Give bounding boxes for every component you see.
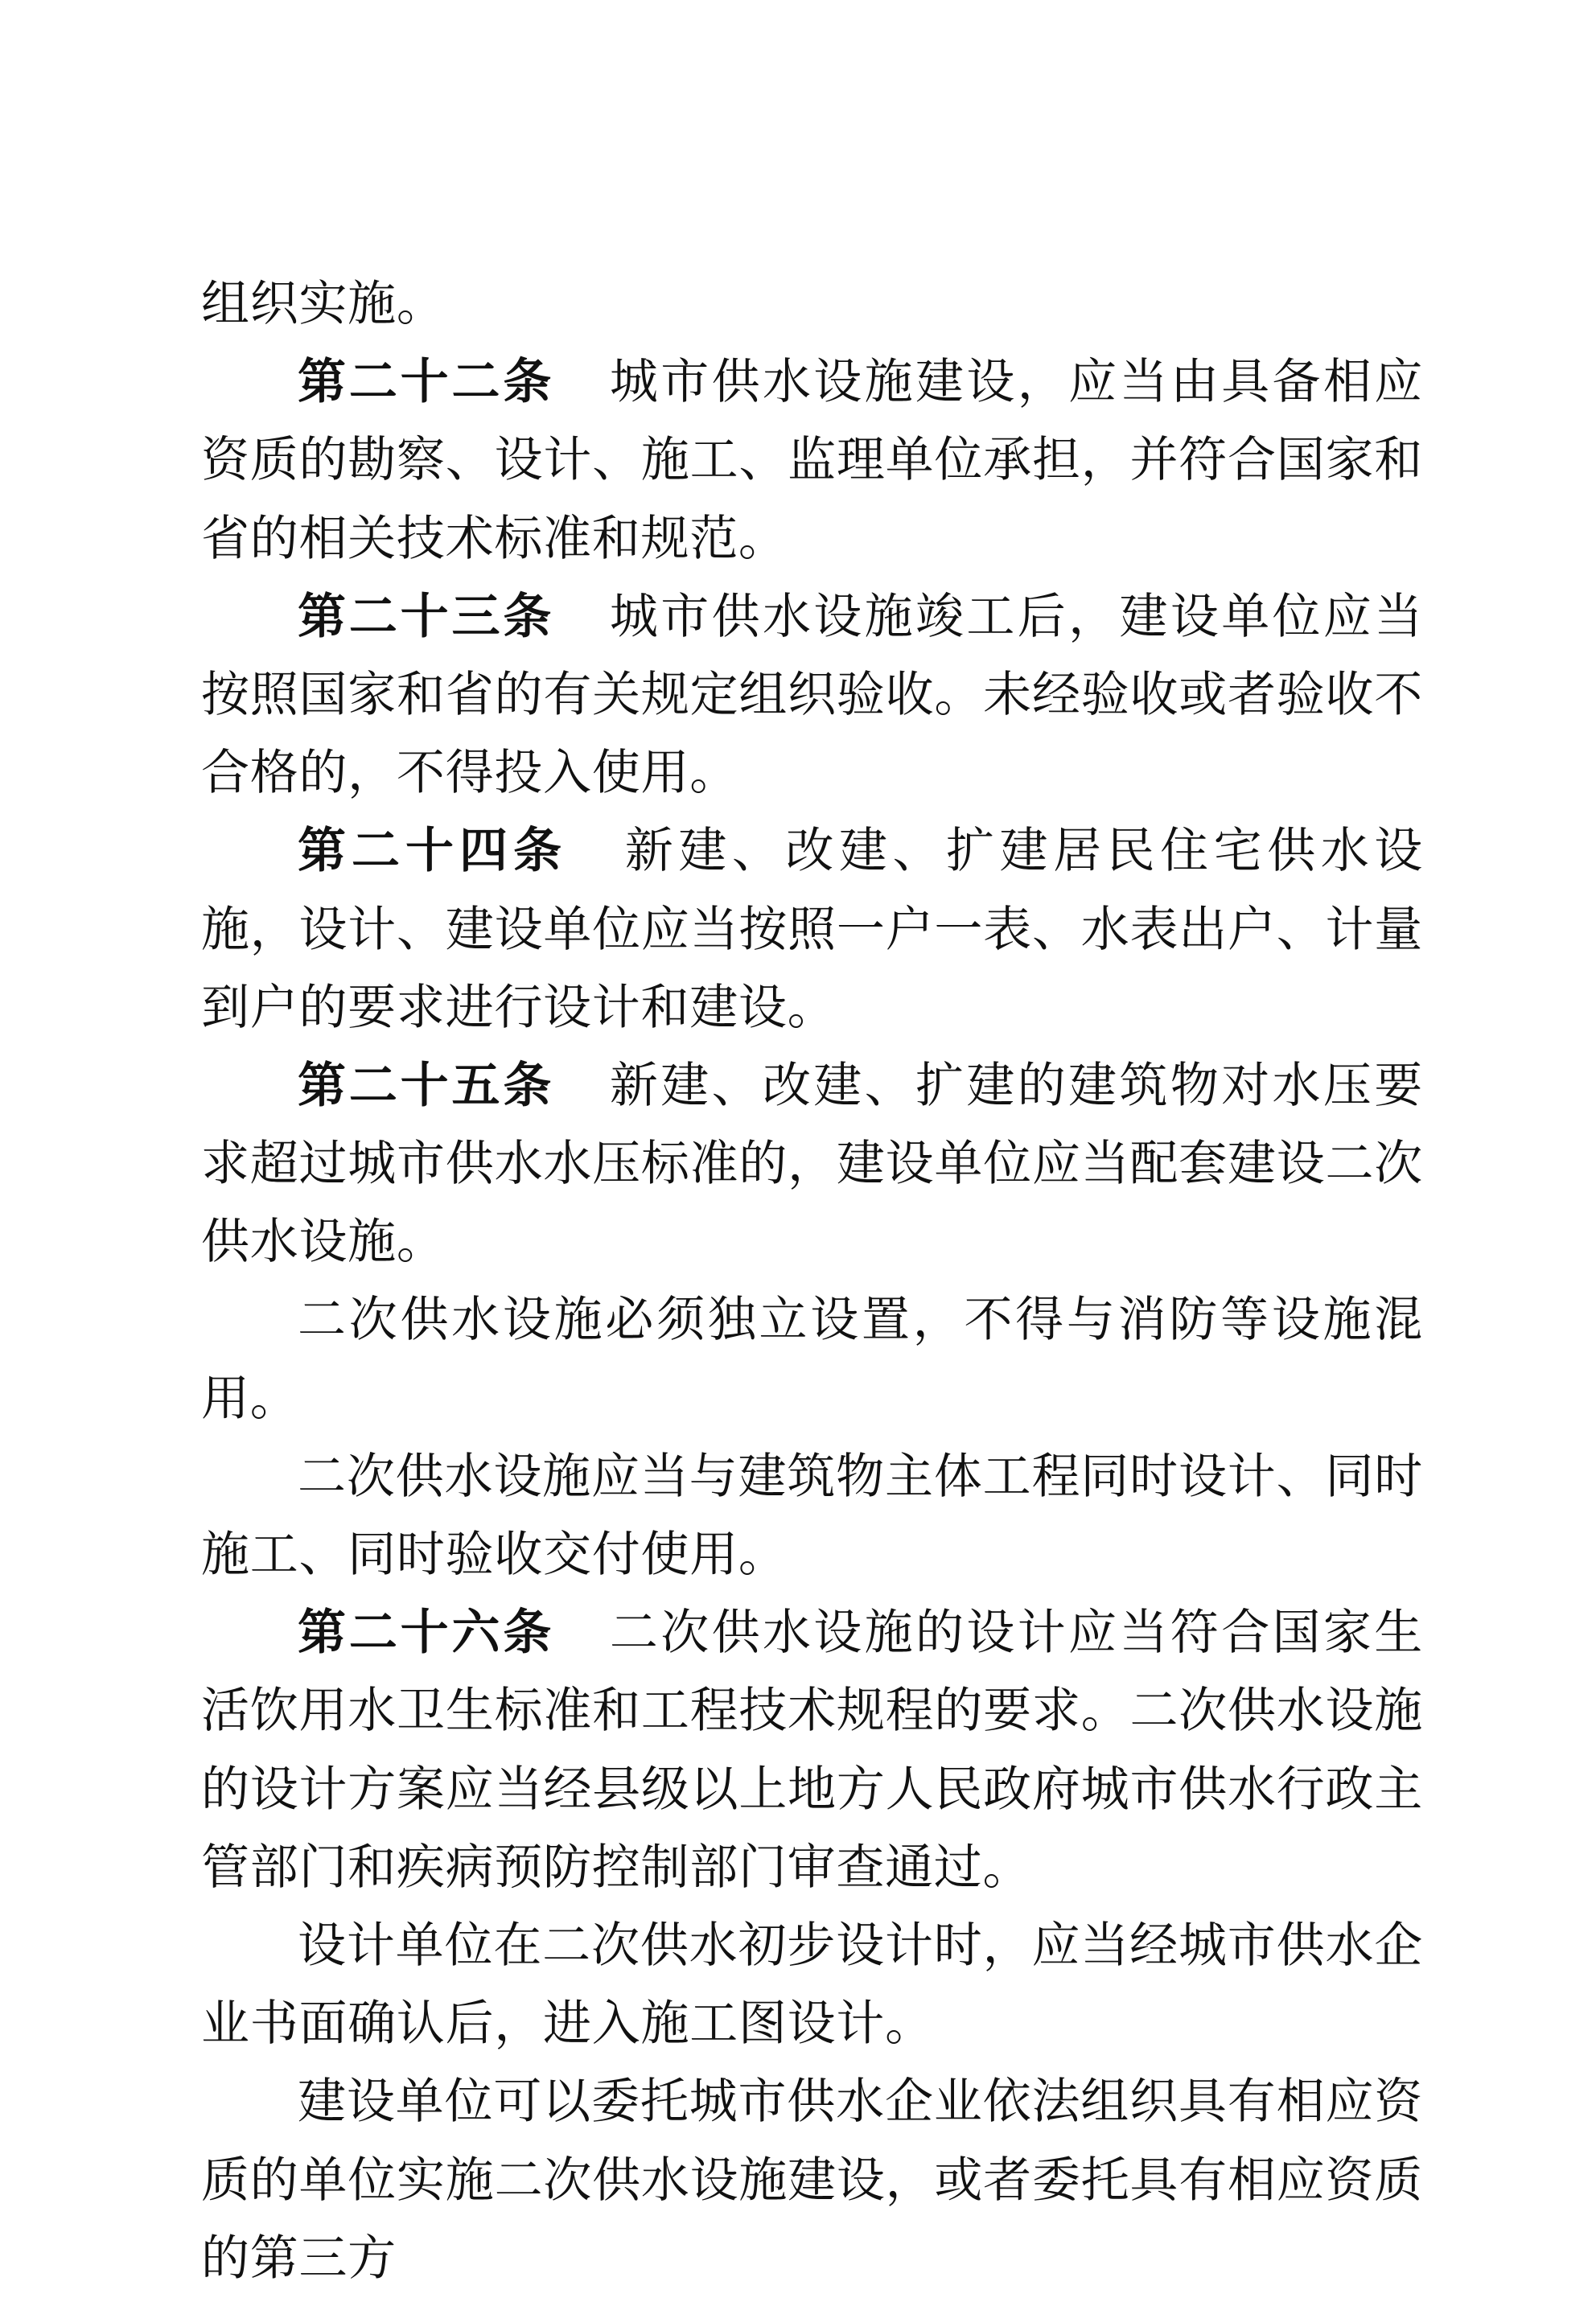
article-label: 第二十五条: [298, 1057, 555, 1114]
article-label: 第二十六条: [298, 1605, 555, 1662]
article-25-sub-2: [201, 1438, 1423, 1594]
article-label: 第二十四条: [298, 823, 568, 880]
article-26: [201, 1594, 1423, 1907]
article-text: 新建、改建、扩建的建筑物对水压要求超过城市供水水压标准的，建设单位应当配套建设二次供水设施。: [201, 1057, 1423, 1271]
article-24: [201, 812, 1423, 1047]
paragraph-continuation: [201, 265, 1423, 343]
article-label: 第二十三条: [298, 588, 555, 645]
article-label: 第二十二条: [298, 354, 555, 411]
article-text: 新建、改建、扩建居民住宅供水设施，设计、建设单位应当按照一户一表、水表出户、计量到户的要求进行设计和建设。: [201, 823, 1423, 1036]
article-25: [201, 1047, 1423, 1282]
paragraph-text: 组织实施。: [201, 276, 446, 332]
article-26-sub-2: [201, 2063, 1423, 2298]
article-text: 城市供水设施竣工后，建设单位应当按照国家和省的有关规定组织验收。未经验收或者验收不合格的，不得投入使用。: [201, 588, 1423, 802]
article-23: [201, 578, 1423, 813]
paragraph-text: 二次供水设施应当与建筑物主体工程同时设计、同时施工、同时验收交付使用。: [201, 1448, 1423, 1583]
article-25-sub-1: [201, 1281, 1423, 1437]
article-text: 二次供水设施的设计应当符合国家生活饮用水卫生标准和工程技术规程的要求。二次供水设施的设计方案应当经县级以上地方人民政府城市供水行政主管部门和疾病预防控制部门审查通过。: [201, 1605, 1423, 1896]
article-22: [201, 343, 1423, 578]
paragraph-text: 建设单位可以委托城市供水企业依法组织具有相应资质的单位实施二次供水设施建设，或者委托具有相应资质的第三方: [201, 2074, 1423, 2287]
paragraph-text: 二次供水设施必须独立设置，不得与消防等设施混用。: [201, 1292, 1423, 1427]
paragraph-text: 设计单位在二次供水初步设计时，应当经城市供水企业书面确认后，进入施工图设计。: [201, 1917, 1423, 2053]
article-26-sub-1: [201, 1907, 1423, 2063]
article-text: 城市供水设施建设，应当由具备相应资质的勘察、设计、施工、监理单位承担，并符合国家和省的相关技术标准和规范。: [201, 354, 1423, 567]
document-body: [201, 265, 1423, 2298]
